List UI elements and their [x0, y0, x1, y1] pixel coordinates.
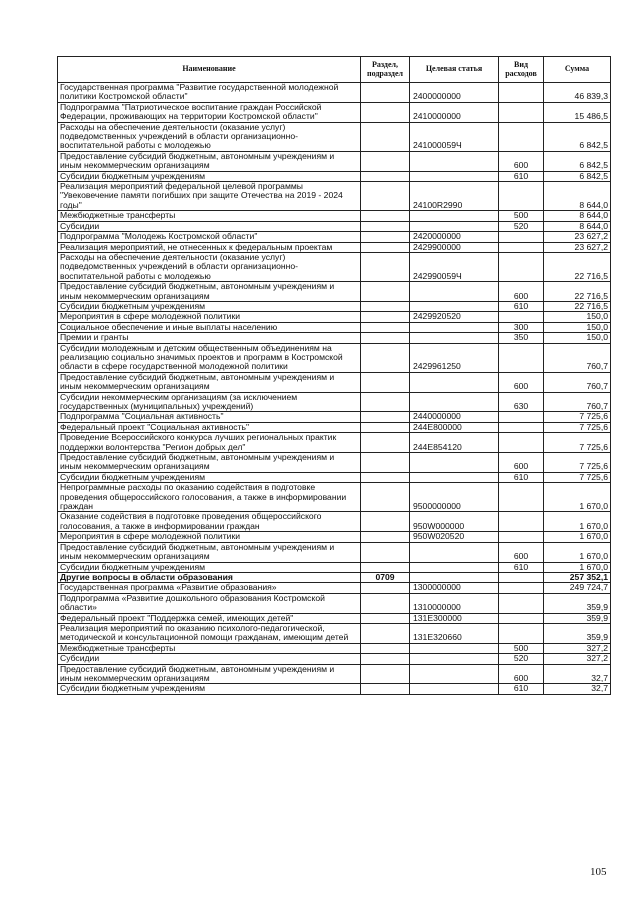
cell-name: Подпрограмма "Молодежь Костромской области" — [58, 232, 361, 242]
cell-section — [361, 343, 410, 372]
cell-article: 2429920520 — [410, 312, 499, 322]
cell-section — [361, 232, 410, 242]
cell-sum: 760,7 — [544, 343, 611, 372]
cell-type: 600 — [499, 664, 544, 684]
cell-type: 520 — [499, 221, 544, 231]
cell-name: Оказание содействия в подготовке проведения общероссийского голосования, а также в информировании граждан — [58, 512, 361, 532]
cell-section — [361, 684, 410, 694]
cell-sum: 7 725,6 — [544, 422, 611, 432]
cell-type — [499, 532, 544, 542]
table-row — [58, 684, 611, 694]
cell-type: 610 — [499, 684, 544, 694]
header-section: Раздел, подраздел — [361, 57, 410, 83]
cell-article: 242990059Ч — [410, 252, 499, 281]
cell-type: 600 — [499, 151, 544, 171]
cell-article: 2440000000 — [410, 412, 499, 422]
cell-type: 610 — [499, 171, 544, 181]
cell-sum: 15 486,5 — [544, 102, 611, 122]
cell-sum: 1 670,0 — [544, 542, 611, 562]
cell-article: 1310000000 — [410, 593, 499, 613]
table-row — [58, 182, 611, 211]
cell-article: 24100R2990 — [410, 182, 499, 211]
cell-sum: 8 644,0 — [544, 221, 611, 231]
cell-article — [410, 333, 499, 343]
cell-name: Федеральный проект "Социальная активность" — [58, 422, 361, 432]
cell-type — [499, 343, 544, 372]
cell-article — [410, 472, 499, 482]
cell-sum: 7 725,6 — [544, 472, 611, 482]
header-type: Вид расходов — [499, 57, 544, 83]
cell-section — [361, 252, 410, 281]
table-row — [58, 572, 611, 582]
budget-table — [57, 56, 611, 695]
cell-article: 244E800000 — [410, 422, 499, 432]
header-article: Целевая статья — [410, 57, 499, 83]
cell-name: Федеральный проект "Поддержка семей, имеющих детей" — [58, 613, 361, 623]
cell-name: Предоставление субсидий бюджетным, автономным учреждениям и иным некоммерческим организациям — [58, 372, 361, 392]
table-row — [58, 372, 611, 392]
cell-type — [499, 422, 544, 432]
cell-name: Социальное обеспечение и иные выплаты населению — [58, 322, 361, 332]
cell-article — [410, 301, 499, 311]
cell-name: Мероприятия в сфере молодежной политики — [58, 532, 361, 542]
cell-article: 2400000000 — [410, 83, 499, 103]
cell-sum: 1 670,0 — [544, 532, 611, 542]
table-row — [58, 232, 611, 242]
table-row — [58, 532, 611, 542]
cell-type: 300 — [499, 322, 544, 332]
cell-article: 131E320660 — [410, 623, 499, 643]
cell-article — [410, 211, 499, 221]
cell-name: Предоставление субсидий бюджетным, автономным учреждениям и иным некоммерческим организациям — [58, 542, 361, 562]
cell-type — [499, 483, 544, 512]
cell-section — [361, 512, 410, 532]
cell-section — [361, 472, 410, 482]
cell-section — [361, 322, 410, 332]
cell-article: 244E854120 — [410, 433, 499, 453]
cell-name: Государственная программа "Развитие государственной молодежной политики Костромской области" — [58, 83, 361, 103]
table-row — [58, 643, 611, 653]
cell-article — [410, 572, 499, 582]
cell-sum: 7 725,6 — [544, 412, 611, 422]
cell-type: 600 — [499, 372, 544, 392]
cell-type — [499, 242, 544, 252]
table-row — [58, 122, 611, 151]
cell-type — [499, 412, 544, 422]
table-row — [58, 422, 611, 432]
cell-name: Субсидии бюджетным учреждениям — [58, 684, 361, 694]
cell-article — [410, 322, 499, 332]
table-row — [58, 562, 611, 572]
table-row — [58, 483, 611, 512]
cell-section — [361, 453, 410, 473]
cell-sum: 6 842,5 — [544, 151, 611, 171]
cell-article: 131E300000 — [410, 613, 499, 623]
cell-type — [499, 572, 544, 582]
cell-section — [361, 333, 410, 343]
cell-sum: 249 724,7 — [544, 583, 611, 593]
cell-section — [361, 151, 410, 171]
cell-section — [361, 211, 410, 221]
cell-section — [361, 242, 410, 252]
cell-article — [410, 664, 499, 684]
cell-article — [410, 392, 499, 412]
cell-sum: 257 352,1 — [544, 572, 611, 582]
cell-section — [361, 664, 410, 684]
cell-sum: 1 670,0 — [544, 512, 611, 532]
cell-sum: 23 627,2 — [544, 232, 611, 242]
cell-section: 0709 — [361, 572, 410, 582]
cell-type: 520 — [499, 654, 544, 664]
cell-name: Субсидии некоммерческим организациям (за исключением государственных (муниципальных) учреждений) — [58, 392, 361, 412]
table-row — [58, 151, 611, 171]
cell-section — [361, 171, 410, 181]
cell-name: Реализация мероприятий по оказанию психолого-педагогической, методической и консультационной помощи гражданам, имеющим детей — [58, 623, 361, 643]
cell-article — [410, 221, 499, 231]
cell-sum: 32,7 — [544, 684, 611, 694]
cell-sum: 760,7 — [544, 372, 611, 392]
cell-article: 2429900000 — [410, 242, 499, 252]
cell-name: Расходы на обеспечение деятельности (оказание услуг) подведомственных учреждений в области организационно-воспитательной работы с молодежью — [58, 252, 361, 281]
table-row — [58, 83, 611, 103]
cell-type: 600 — [499, 453, 544, 473]
table-row — [58, 171, 611, 181]
cell-article: 1300000000 — [410, 583, 499, 593]
table-row — [58, 102, 611, 122]
cell-type — [499, 232, 544, 242]
table-row — [58, 412, 611, 422]
cell-type: 610 — [499, 301, 544, 311]
cell-name: Проведение Всероссийского конкурса лучших региональных практик поддержки волонтерства "Регион добрых дел" — [58, 433, 361, 453]
table-row — [58, 343, 611, 372]
cell-type — [499, 102, 544, 122]
table-body — [58, 83, 611, 695]
cell-sum: 6 842,5 — [544, 171, 611, 181]
table-row — [58, 664, 611, 684]
cell-article — [410, 684, 499, 694]
cell-name: Субсидии бюджетным учреждениям — [58, 562, 361, 572]
cell-sum: 359,9 — [544, 593, 611, 613]
table-row — [58, 654, 611, 664]
cell-sum: 7 725,6 — [544, 453, 611, 473]
cell-section — [361, 643, 410, 653]
cell-type: 600 — [499, 282, 544, 302]
cell-article — [410, 453, 499, 473]
page-number: 105 — [590, 866, 607, 878]
cell-article — [410, 643, 499, 653]
cell-name: Предоставление субсидий бюджетным, автономным учреждениям и иным некоммерческим организациям — [58, 453, 361, 473]
cell-name: Субсидии — [58, 654, 361, 664]
cell-sum: 46 839,3 — [544, 83, 611, 103]
cell-name: Подпрограмма "Патриотическое воспитание граждан Российской Федерации, проживающих на территории Костромской области" — [58, 102, 361, 122]
cell-sum: 359,9 — [544, 613, 611, 623]
cell-sum: 22 716,5 — [544, 252, 611, 281]
cell-section — [361, 583, 410, 593]
cell-sum: 327,2 — [544, 654, 611, 664]
cell-section — [361, 282, 410, 302]
cell-name: Непрограммные расходы по оказанию содействия в подготовке проведения общероссийского голосования, а также в информировании граждан — [58, 483, 361, 512]
cell-sum: 1 670,0 — [544, 562, 611, 572]
cell-sum: 8 644,0 — [544, 211, 611, 221]
cell-name: Подпрограмма "Социальная активность" — [58, 412, 361, 422]
cell-type: 500 — [499, 643, 544, 653]
cell-section — [361, 483, 410, 512]
cell-article: 950W000000 — [410, 512, 499, 532]
cell-section — [361, 542, 410, 562]
cell-sum: 6 842,5 — [544, 122, 611, 151]
cell-article — [410, 654, 499, 664]
cell-type — [499, 433, 544, 453]
table-row — [58, 301, 611, 311]
cell-name: Предоставление субсидий бюджетным, автономным учреждениям и иным некоммерческим организациям — [58, 664, 361, 684]
cell-sum: 760,7 — [544, 392, 611, 412]
cell-type: 500 — [499, 211, 544, 221]
cell-section — [361, 613, 410, 623]
table-row — [58, 453, 611, 473]
cell-sum: 32,7 — [544, 664, 611, 684]
header-name: Наименование — [58, 57, 361, 83]
cell-type — [499, 613, 544, 623]
cell-article: 2420000000 — [410, 232, 499, 242]
cell-type — [499, 583, 544, 593]
table-row — [58, 242, 611, 252]
table-row — [58, 472, 611, 482]
cell-name: Субсидии — [58, 221, 361, 231]
table-row — [58, 392, 611, 412]
cell-article: 9500000000 — [410, 483, 499, 512]
cell-name: Другие вопросы в области образования — [58, 572, 361, 582]
cell-type: 630 — [499, 392, 544, 412]
cell-name: Межбюджетные трансферты — [58, 211, 361, 221]
header-sum: Сумма — [544, 57, 611, 83]
cell-type — [499, 182, 544, 211]
cell-type — [499, 83, 544, 103]
table-row — [58, 433, 611, 453]
cell-article — [410, 151, 499, 171]
cell-name: Премии и гранты — [58, 333, 361, 343]
cell-section — [361, 532, 410, 542]
table-row — [58, 211, 611, 221]
cell-name: Межбюджетные трансферты — [58, 643, 361, 653]
cell-name: Реализация мероприятий федеральной целевой программы "Увековечение памяти погибших при защите Отечества на 2019 - 2024 годы" — [58, 182, 361, 211]
table-row — [58, 282, 611, 302]
cell-name: Расходы на обеспечение деятельности (оказание услуг) подведомственных учреждений в области организационно-воспитательной работы с молодежью — [58, 122, 361, 151]
table-row — [58, 312, 611, 322]
cell-sum: 22 716,5 — [544, 301, 611, 311]
cell-name: Мероприятия в сфере молодежной политики — [58, 312, 361, 322]
cell-section — [361, 102, 410, 122]
table-row — [58, 252, 611, 281]
cell-name: Подпрограмма «Развитие дошкольного образования Костромской области» — [58, 593, 361, 613]
cell-section — [361, 654, 410, 664]
cell-section — [361, 422, 410, 432]
cell-name: Субсидии бюджетным учреждениям — [58, 171, 361, 181]
cell-article — [410, 372, 499, 392]
cell-sum: 8 644,0 — [544, 182, 611, 211]
cell-article: 2429961250 — [410, 343, 499, 372]
cell-sum: 22 716,5 — [544, 282, 611, 302]
cell-section — [361, 312, 410, 322]
cell-section — [361, 301, 410, 311]
table-header-row — [58, 57, 611, 83]
cell-article: 950W020520 — [410, 532, 499, 542]
cell-section — [361, 562, 410, 572]
cell-sum: 150,0 — [544, 333, 611, 343]
cell-sum: 150,0 — [544, 312, 611, 322]
cell-article — [410, 542, 499, 562]
cell-type: 600 — [499, 542, 544, 562]
table-row — [58, 583, 611, 593]
cell-section — [361, 593, 410, 613]
table-row — [58, 322, 611, 332]
cell-article — [410, 282, 499, 302]
cell-type — [499, 623, 544, 643]
cell-section — [361, 122, 410, 151]
cell-type — [499, 593, 544, 613]
cell-name: Предоставление субсидий бюджетным, автономным учреждениям и иным некоммерческим организациям — [58, 151, 361, 171]
cell-sum: 327,2 — [544, 643, 611, 653]
cell-section — [361, 412, 410, 422]
cell-name: Субсидии молодежным и детским общественным объединениям на реализацию социально значимых проектов и программ в Костромской области в сфере государственной молодежной политики — [58, 343, 361, 372]
cell-sum: 359,9 — [544, 623, 611, 643]
cell-name: Субсидии бюджетным учреждениям — [58, 301, 361, 311]
cell-sum: 150,0 — [544, 322, 611, 332]
table-row — [58, 512, 611, 532]
table-row — [58, 542, 611, 562]
cell-sum: 1 670,0 — [544, 483, 611, 512]
cell-type: 350 — [499, 333, 544, 343]
cell-type — [499, 512, 544, 532]
cell-article — [410, 562, 499, 572]
cell-name: Реализация мероприятий, не отнесенных к федеральным проектам — [58, 242, 361, 252]
budget-table-container — [57, 56, 610, 695]
table-row — [58, 221, 611, 231]
table-row — [58, 623, 611, 643]
table-row — [58, 613, 611, 623]
cell-sum: 7 725,6 — [544, 433, 611, 453]
table-row — [58, 593, 611, 613]
cell-name: Предоставление субсидий бюджетным, автономным учреждениям и иным некоммерческим организациям — [58, 282, 361, 302]
cell-section — [361, 433, 410, 453]
cell-type — [499, 252, 544, 281]
cell-type: 610 — [499, 472, 544, 482]
cell-sum: 23 627,2 — [544, 242, 611, 252]
cell-section — [361, 372, 410, 392]
cell-type — [499, 312, 544, 322]
cell-article — [410, 171, 499, 181]
cell-type — [499, 122, 544, 151]
cell-section — [361, 623, 410, 643]
cell-section — [361, 182, 410, 211]
cell-section — [361, 83, 410, 103]
cell-article: 241000059Ч — [410, 122, 499, 151]
cell-section — [361, 392, 410, 412]
cell-name: Субсидии бюджетным учреждениям — [58, 472, 361, 482]
cell-type: 610 — [499, 562, 544, 572]
cell-section — [361, 221, 410, 231]
cell-name: Государственная программа «Развитие образования» — [58, 583, 361, 593]
cell-article: 2410000000 — [410, 102, 499, 122]
table-row — [58, 333, 611, 343]
